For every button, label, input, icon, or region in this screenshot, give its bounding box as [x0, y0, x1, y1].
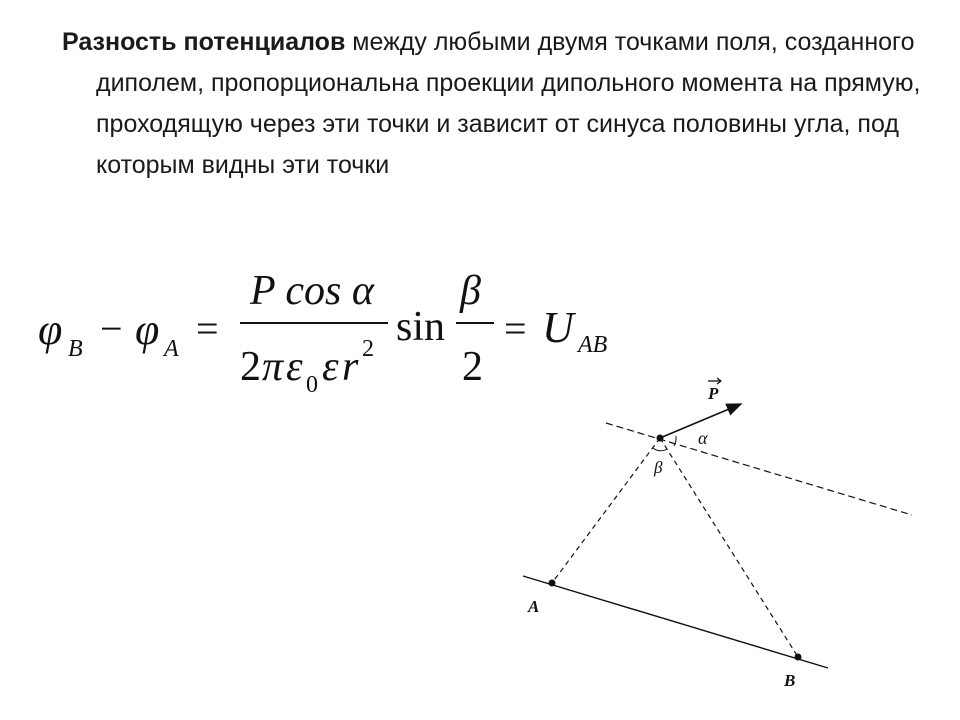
definition-rest: между любыми двумя точками поля, созданного диполем, пропорциональна проекции дипольного момента на прямую, проходящую через эти точки и зависит от синуса половины угла, под которым видны эти точки — [96, 28, 921, 179]
equals-sign-2: = — [504, 306, 527, 351]
den-epsilon: ε — [286, 344, 303, 390]
bold-term: Разность потенциалов — [62, 28, 346, 56]
label-beta: β — [654, 458, 663, 477]
u-symbol: U — [542, 303, 574, 352]
den-two: 2 — [240, 344, 261, 390]
line-ab — [523, 576, 828, 668]
label-a: A — [528, 597, 540, 616]
alpha-arc — [674, 436, 676, 446]
beta-numerator: β — [460, 268, 481, 314]
sub-a: A — [164, 336, 179, 362]
point-a — [549, 580, 556, 587]
beta-arc — [653, 448, 667, 451]
line-to-a — [552, 438, 660, 583]
label-b: B — [784, 671, 796, 690]
den-r: r — [342, 344, 359, 390]
dipole-axis-line — [606, 423, 912, 515]
point-b — [795, 654, 802, 661]
den-exponent: 2 — [362, 336, 374, 362]
numerator: P cos α — [250, 268, 374, 314]
den-pi: π — [262, 344, 284, 390]
label-p: P — [708, 384, 719, 403]
dipole-point — [657, 435, 664, 442]
label-alpha: α — [698, 428, 708, 448]
beta-denominator: 2 — [462, 344, 483, 390]
equals-sign-1: = — [196, 306, 219, 351]
phi-a: φ — [135, 305, 160, 354]
sub-ab: AB — [578, 332, 608, 358]
sin-label: sin — [396, 304, 446, 350]
minus-sign: − — [100, 306, 123, 351]
den-epsilon-2: ε — [322, 344, 339, 390]
phi-b: φ — [38, 305, 63, 354]
sub-b: B — [68, 336, 83, 362]
den-zero: 0 — [306, 372, 318, 398]
